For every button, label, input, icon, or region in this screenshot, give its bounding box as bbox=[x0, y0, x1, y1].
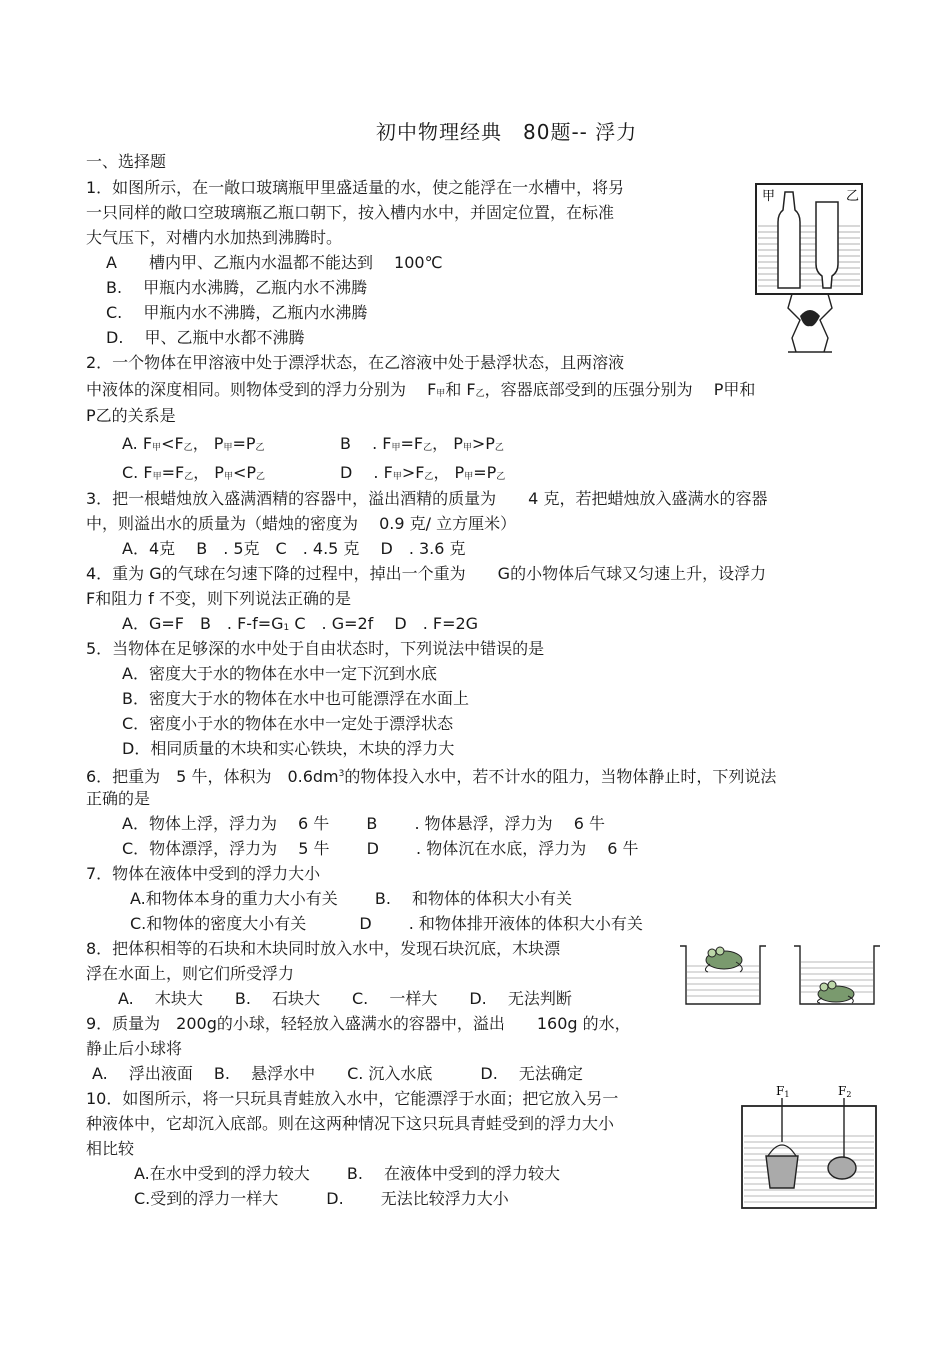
q7-stem: 7．物体在液体中受到的浮力大小 bbox=[86, 864, 321, 883]
q1-stem-line: 一只同样的敞口空玻璃瓶乙瓶口朝下，按入槽内水中，并固定位置，在标准 bbox=[86, 203, 615, 222]
force-label-f1: F1 bbox=[776, 1084, 790, 1099]
q6-option: A．物体上浮，浮力为 6 牛 B . 物体悬浮，浮力为 6 牛 bbox=[122, 814, 605, 833]
q1-bottles-figure bbox=[752, 180, 867, 363]
q1-option: D. 甲、乙瓶中水都不沸腾 bbox=[106, 328, 305, 347]
section-heading: 一、选择题 bbox=[86, 152, 167, 171]
q6-option: C．物体漂浮，浮力为 5 牛 D . 物体沉在水底，浮力为 6 牛 bbox=[122, 839, 639, 858]
q8-stem-line: 8．把体积相等的石块和木块同时放入水中，发现石块沉底，木块漂 bbox=[86, 939, 561, 958]
frog-floating-icon bbox=[705, 947, 742, 972]
q10-stem-line: 种液体中，它却沉入底部。则在这两种情况下这只玩具青蛙受到的浮力大小 bbox=[86, 1114, 615, 1133]
q8-frogs-figure bbox=[676, 940, 886, 1010]
q4-options: A．G=F B . $F-f=G_1$ C . G=2f D . F=2G bbox=[122, 614, 479, 633]
q8-options: A. 木块大 B. 石块大 C. 一样大 D. 无法判断 bbox=[118, 989, 572, 1008]
q10-stem-line: 10．如图所示，将一只玩具青蛙放入水中，它能漂浮于水面；把它放入另一 bbox=[86, 1089, 619, 1108]
q5-stem: 5．当物体在足够深的水中处于自由状态时，下列说法中错误的是 bbox=[86, 639, 545, 658]
q3-options: A．4克 B . 5克 C . 4.5 克 D . 3.6 克 bbox=[122, 539, 466, 558]
page-title: 初中物理经典 80题-- 浮力 bbox=[376, 120, 638, 144]
q3-stem-line: 3．把一根蜡烛放入盛满酒精的容器中，溢出酒精的质量为 4 克，若把蜡烛放入盛满水的容器 bbox=[86, 489, 768, 508]
q9-stem-line: 静止后小球将 bbox=[86, 1039, 183, 1058]
q5-option: B．密度大于水的物体在水中也可能漂浮在水面上 bbox=[122, 689, 469, 708]
q5-option: D．相同质量的木块和实心铁块，木块的浮力大 bbox=[122, 739, 455, 758]
q2-option-b: B . $F_甲=F_乙$， $P_甲>P_乙$ bbox=[340, 434, 504, 453]
q7-option: A.和物体本身的重力大小有关 B. 和物体的体积大小有关 bbox=[130, 889, 572, 908]
q1-stem-line: 大气压下，对槽内水加热到沸腾时。 bbox=[86, 228, 343, 247]
q3-stem-line: 中，则溢出水的质量为（蜡烛的密度为 0.9 克/ 立方厘米） bbox=[86, 514, 517, 533]
q2-stem-line: 中液体的深度相同。则物体受到的浮力分别为 $F_甲$和 $F_乙$，容器底部受到的压强分别为 P甲和 bbox=[86, 380, 756, 399]
q1-option: C. 甲瓶内水不沸腾，乙瓶内水沸腾 bbox=[106, 303, 368, 322]
q6-stem-line: 正确的是 bbox=[86, 789, 151, 808]
q5-option: C．密度小于水的物体在水中一定处于漂浮状态 bbox=[122, 714, 454, 733]
q5-option: A．密度大于水的物体在水中一定下沉到水底 bbox=[122, 664, 437, 683]
q10-option: C.受到的浮力一样大 D. 无法比较浮力大小 bbox=[134, 1189, 509, 1208]
q4-stem-line: F和阻力 f 不变，则下列说法正确的是 bbox=[86, 589, 352, 608]
q8-stem-line: 浮在水面上，则它们所受浮力 bbox=[86, 964, 295, 983]
q1-fig-label-yi: 乙 bbox=[846, 189, 860, 204]
ball-icon bbox=[828, 1157, 856, 1179]
frog-sunk-icon bbox=[817, 981, 854, 1003]
q6-stem-line: 6．把重为 5 牛，体积为 $0.6dm^3$的物体投入水中，若不计水的阻力，当物体静止时，下列说法 bbox=[86, 767, 777, 786]
force-label-f2: F2 bbox=[838, 1084, 852, 1099]
q4-stem-line: 4．重为 G的气球在匀速下降的过程中，掉出一个重为 G的小物体后气球又匀速上升，设浮力 bbox=[86, 564, 767, 583]
q2-option-d: D . $F_甲>F_乙$， $P_甲=P_乙$ bbox=[340, 463, 506, 482]
q10-stem-line: 相比较 bbox=[86, 1139, 135, 1158]
q9-stem-line: 9．质量为 200g的小球，轻轻放入盛满水的容器中，溢出 160g 的水， bbox=[86, 1014, 631, 1033]
q9-options: A. 浮出液面 B. 悬浮水中 C. 沉入水底 D. 无法确定 bbox=[92, 1064, 583, 1083]
bucket-icon bbox=[766, 1156, 798, 1188]
q2-stem-line: P乙的关系是 bbox=[86, 406, 176, 425]
q10-option: A.在水中受到的浮力较大 B. 在液体中受到的浮力较大 bbox=[134, 1164, 560, 1183]
q2-option-c: C. $F_甲=F_乙$， $P_甲<P_乙$ bbox=[122, 463, 266, 482]
q10-tank-figure bbox=[736, 1084, 882, 1214]
q7-option: C.和物体的密度大小有关 D . 和物体排开液体的体积大小有关 bbox=[130, 914, 643, 933]
q2-option-a: A. $F_甲<F_乙$， $P_甲=P_乙$ bbox=[122, 434, 265, 453]
q1-option: B. 甲瓶内水沸腾，乙瓶内水不沸腾 bbox=[106, 278, 368, 297]
q1-option: A 槽内甲、乙瓶内水温都不能达到 100℃ bbox=[106, 253, 443, 272]
q1-stem-line: 1．如图所示，在一敞口玻璃瓶甲里盛适量的水，使之能浮在一水槽中，将另 bbox=[86, 178, 625, 197]
q1-fig-label-jia: 甲 bbox=[762, 189, 776, 204]
q2-stem-line: 2．一个物体在甲溶液中处于漂浮状态，在乙溶液中处于悬浮状态，且两溶液 bbox=[86, 353, 625, 372]
